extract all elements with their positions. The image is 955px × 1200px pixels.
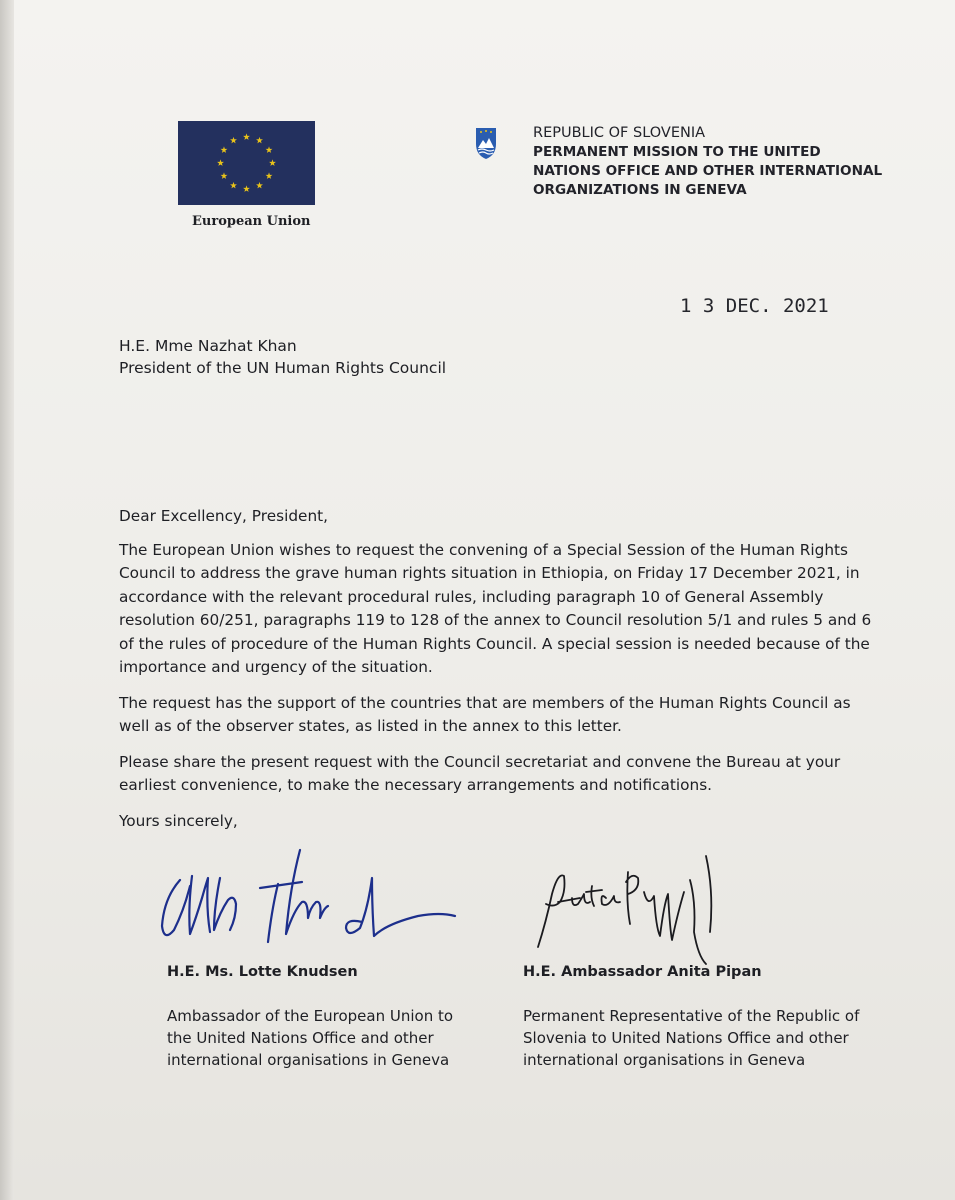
signatory-slovenia bbox=[523, 961, 923, 1071]
signatory-name: H.E. Ms. Lotte Knudsen bbox=[167, 964, 358, 980]
eu-flag-logo bbox=[178, 121, 315, 205]
slovenia-mission-header bbox=[533, 124, 893, 200]
eu-flag-graphic bbox=[178, 121, 315, 205]
signatory-name: H.E. Ambassador Anita Pipan bbox=[523, 964, 762, 980]
addressee-title: President of the UN Human Rights Council bbox=[119, 358, 447, 377]
salutation: Dear Excellency, President, bbox=[119, 507, 328, 525]
eu-logo-caption: European Union bbox=[192, 214, 311, 229]
body-paragraph: The European Union wishes to request the convening of a Special Session of the Human Rights Council to address the grave human rights situation in Ethiopia, on Friday 17 December 2021, in accordance with the relevant procedural rules, including paragraph 10 of General Assembly resolution 60/251, paragraphs 119 to 128 of the annex to Council resolution 5/1 and rules 5 and 6 of the rules of procedure of the Human Rights Council. A special session is needed because of the importance and urgency of the situation. bbox=[119, 540, 872, 676]
signatory-title-line: Slovenia to United Nations Office and other bbox=[523, 1029, 849, 1047]
letter-body bbox=[119, 505, 879, 845]
slovenia-coat-of-arms-icon bbox=[474, 126, 498, 160]
date-stamp: 1 3 DEC. 2021 bbox=[680, 295, 829, 317]
signatory-title bbox=[523, 1005, 923, 1071]
page-edge-shadow bbox=[0, 0, 14, 1200]
signatory-title-line: the United Nations Office and other bbox=[167, 1029, 434, 1047]
mission-name-line: PERMANENT MISSION TO THE UNITED bbox=[533, 144, 821, 160]
signature-anita-pipan bbox=[528, 832, 728, 967]
signatory-eu bbox=[167, 961, 497, 1071]
signature-lotte-knudsen bbox=[150, 838, 465, 953]
mission-name-line: NATIONS OFFICE AND OTHER INTERNATIONAL bbox=[533, 163, 883, 179]
signatory-title-line: international organisations in Geneva bbox=[523, 1051, 806, 1069]
body-paragraph: The request has the support of the countries that are members of the Human Rights Council as well as of the observer states, as listed in the annex to this letter. bbox=[119, 693, 851, 735]
signatory-title-line: Permanent Representative of the Republic of bbox=[523, 1007, 860, 1025]
body-paragraph: Please share the present request with the Council secretariat and convene the Bureau at your earliest convenience, to make the necessary arrangements and notifications. bbox=[119, 752, 841, 794]
country-name: REPUBLIC OF SLOVENIA bbox=[533, 125, 706, 141]
closing: Yours sincerely, bbox=[119, 811, 238, 830]
signatory-title bbox=[167, 1005, 497, 1071]
mission-name-line: ORGANIZATIONS IN GENEVA bbox=[533, 182, 747, 198]
signatory-title-line: Ambassador of the European Union to bbox=[167, 1007, 454, 1025]
addressee-block bbox=[119, 336, 446, 379]
addressee-name: H.E. Mme Nazhat Khan bbox=[119, 337, 297, 355]
signatory-title-line: international organisations in Geneva bbox=[167, 1051, 450, 1069]
